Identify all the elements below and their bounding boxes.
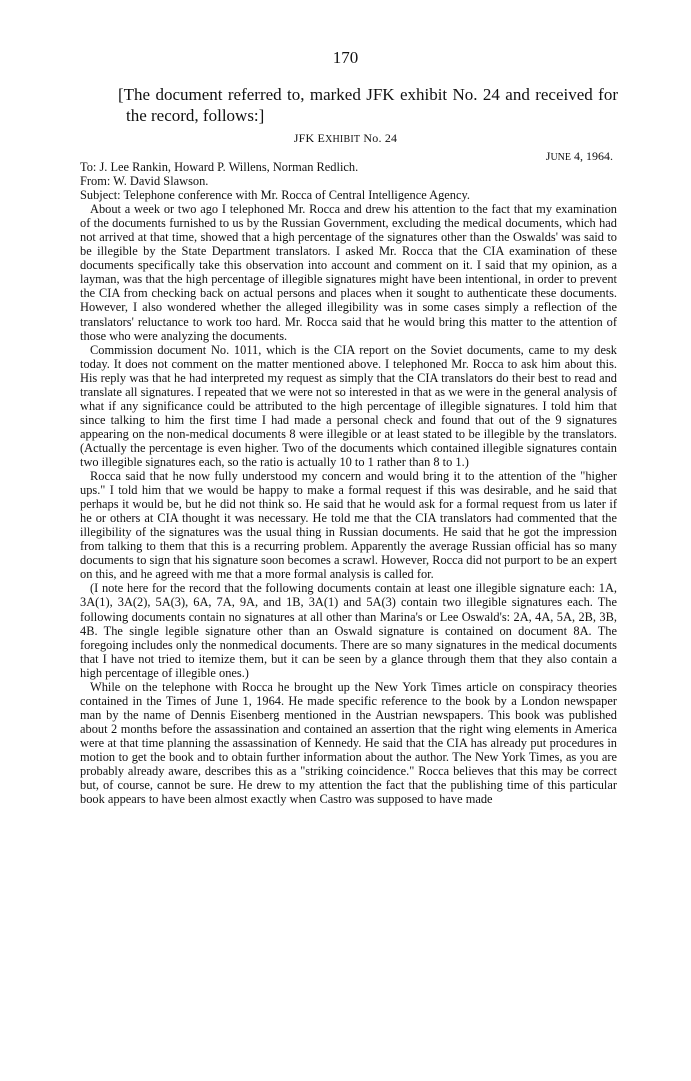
memo-body xyxy=(80,160,617,806)
memo-paragraph-4: (I note here for the record that the following documents contain at least one illegible signature each: 1A, 3A(1), 3A(2), 5A(3), 6A, 7A, 9A, and 1B, 3A(1) and 5A(3) contain two illegible signatures each. The following documents contain no signatures at all other than Marina's or Lee Oswald's: 2A, 4A, 5A, 2B, 3B, 4B. The single legible signature other than an Oswald signature is contained on document 8A. The foregoing includes only the nonmedical documents. There are so many signatures in the medical documents that I have not tried to itemize them, but it can be seen by a glance through them that they also contain a high percentage of illegible ones.) xyxy=(80,581,617,680)
memo-from: From: W. David Slawson. xyxy=(80,174,209,189)
page-number: 170 xyxy=(332,48,359,67)
memo-paragraph-1: About a week or two ago I telephoned Mr. Rocca and drew his attention to the fact that my examination of the documents furnished to us by the Russian Government, excluding the medical documents, which had not arrived at that time, showed that a high percentage of the signatures other than the Oswalds' was said to be illegible by the State Department translators. I asked Mr. Rocca that the CIA examination of these documents specifically take this observation into account and comment on it. I said that my opinion, as a layman, was that the high percentage of illegible signatures might have been intentional, in order to prevent the CIA from checking back on actual persons and places when it sought to authenticate these documents. However, I also wondered whether the alleged illegibility was in some cases simply a reflection of the translators' reluctance to work too hard. Mr. Rocca said that he would bring this matter to the attention of those who were analyzing the documents. xyxy=(80,202,617,343)
memo-date-caps: UNE xyxy=(550,152,571,163)
memo-paragraph-3: Rocca said that he now fully understood my concern and would bring it to the attention of the "higher ups." I told him that we would be happy to make a formal request if this was desirable, and he said that perhaps it would be, but he did not think so. He said that he would ask for a formal request from us later if he or others at CIA thought it was necessary. He told me that the CIA translators had commented that the illegibility of the signatures was the usual thing in Russian documents. He said that he got the impression from talking to them that this is a recurring problem. Apparently the average Russian official has so many documents to sign that his signature soon becomes a scrawl. However, Rocca did not purport to be an expert on this, and he agreed with me that a more formal analysis is called for. xyxy=(80,469,617,582)
intro-note: [The document referred to, marked JFK exhibit No. 24 and received for the record, follows:] xyxy=(118,85,618,125)
exhibit-title-first: JFK E xyxy=(293,131,326,145)
memo-paragraph-2: Commission document No. 1011, which is the CIA report on the Soviet documents, came to my desk today. It does not comment on the matter mentioned above. I telephoned Mr. Rocca to ask him about this. His reply was that he had interpreted my request as simply that the CIA translators do their best to read and translate all signatures. I repeated that we were not so interested in that as we were in the general analysis of what if any significance could be attributed to the high percentage of illegible signatures. I told him that since talking to him the first time I had made a personal check and found that out of the 9 signatures appearing on the non-medical documents 8 were illegible or at least stated to be illegible by the translators. (Actually the percentage is even higher. Two of the documents which contained illegible signatures contain two illegible signatures each, so the ratio is actually 10 to 1 rather than 8 to 1.) xyxy=(80,342,617,469)
memo-to: To: J. Lee Rankin, Howard P. Willens, Norman Redlich. xyxy=(80,160,359,174)
exhibit-title-caps: XHIBIT xyxy=(325,134,361,145)
exhibit-title-rest: No. 24 xyxy=(360,131,398,145)
memo-paragraph-5: While on the telephone with Rocca he brought up the New York Times article on conspiracy theories contained in the Times of June 1, 1964. He made specific reference to the book by a London newspaper man by the name of Dennis Eisenberg mentioned in the Austrian newspapers. This book was published about 2 months before the assassination and contained an assertion that the right wing elements in America were at that time planning the assassination of Kennedy. He said that the CIA has already put procedures in motion to get the book and to obtain further information about the author. The New York Times, as you are probably already aware, describes this as a "striking coincidence." Rocca believes that this may be correct but, of course, cannot be sure. He drew to my attention the fact that the publishing time of this particular book appears to have been almost exactly when Castro was supposed to have made xyxy=(80,679,617,807)
memo-date-rest: 4, 1964. xyxy=(571,149,613,163)
memo-subject: Subject: Telephone conference with Mr. Rocca of Central Intelligence Agency. xyxy=(80,188,470,203)
exhibit-title xyxy=(0,131,691,146)
memo-date-first: J xyxy=(545,149,551,163)
